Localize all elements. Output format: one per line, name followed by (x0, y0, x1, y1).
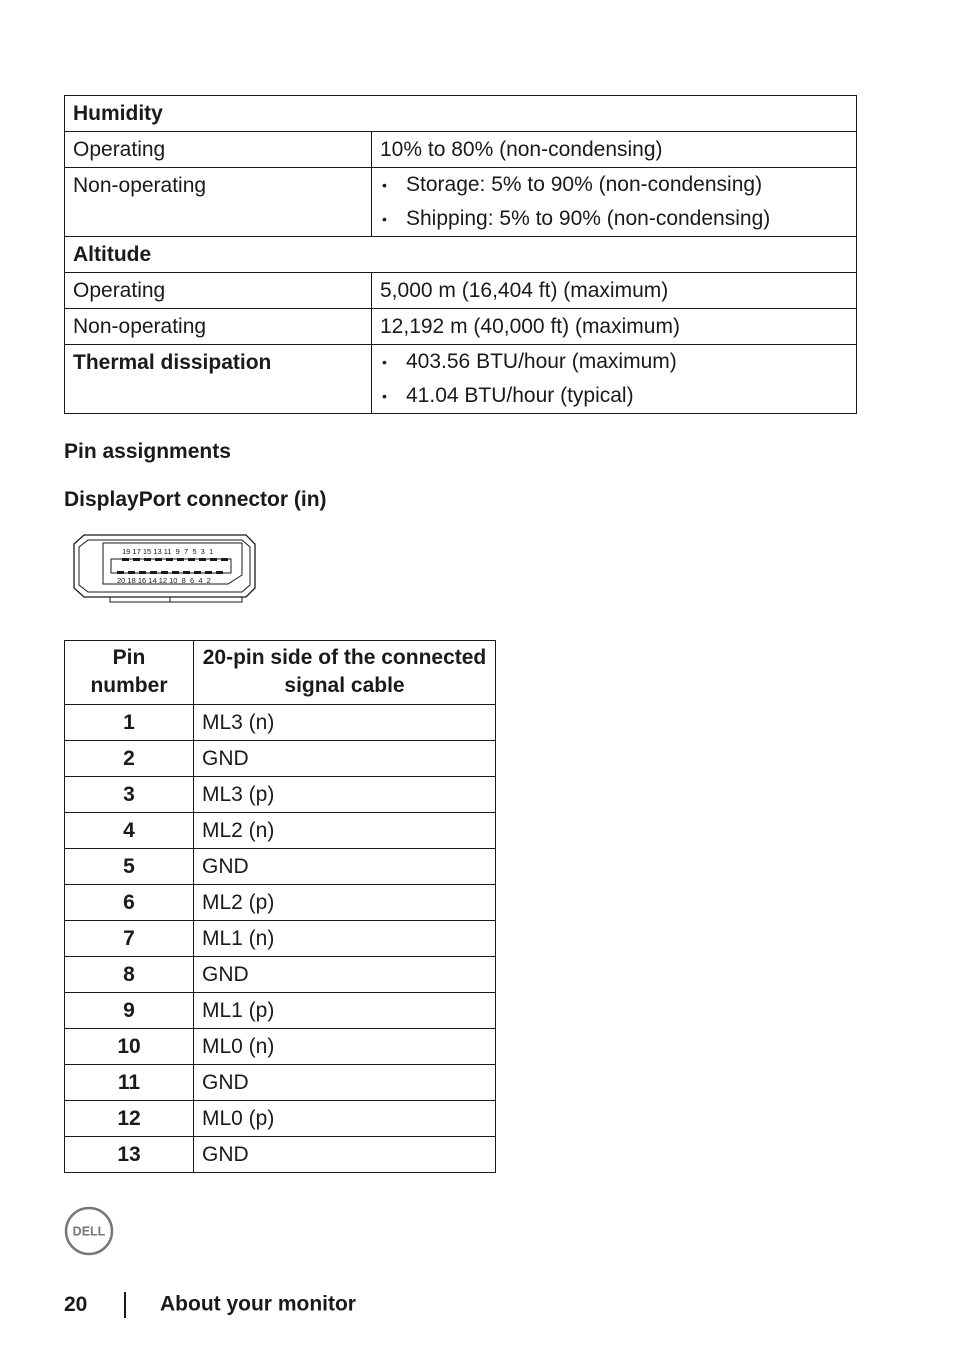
altitude-operating-label: Operating (65, 273, 372, 309)
pin-table (64, 640, 496, 1173)
altitude-operating-value: 5,000 m (16,404 ft) (maximum) (372, 273, 857, 309)
humidity-shipping: • Shipping: 5% to 90% (non-condensing) (380, 202, 848, 236)
signal-cell: ML1 (n) (194, 921, 496, 957)
altitude-nonoperating-value: 12,192 m (40,000 ft) (maximum) (372, 309, 857, 345)
page-number: 20 (64, 1292, 88, 1316)
signal-cell: GND (194, 1137, 496, 1173)
pin-number-cell: 5 (65, 849, 194, 885)
dell-logo-icon (64, 1206, 114, 1256)
table-row (65, 705, 496, 741)
table-row (65, 741, 496, 777)
signal-header: 20-pin side of the connected signal cable (194, 641, 496, 705)
signal-cell: ML2 (p) (194, 885, 496, 921)
table-row (65, 849, 496, 885)
table-row (65, 813, 496, 849)
table-row (65, 1101, 496, 1137)
table-row (65, 1065, 496, 1101)
pin-number-cell: 13 (65, 1137, 194, 1173)
humidity-nonoperating-label: Non-operating (65, 168, 372, 237)
footer-section-title: About your monitor (160, 1292, 356, 1316)
signal-cell: ML1 (p) (194, 993, 496, 1029)
footer-separator (124, 1292, 126, 1318)
thermal-value (372, 345, 857, 414)
bottom-pin-numbers: 20 18 16 14 12 10 8 6 4 2 (117, 576, 211, 585)
pin-number-header: Pin number (65, 641, 194, 705)
table-row (65, 957, 496, 993)
humidity-header: Humidity (65, 96, 857, 132)
table-row (65, 777, 496, 813)
pin-number-cell: 12 (65, 1101, 194, 1137)
humidity-storage: • Storage: 5% to 90% (non-condensing) (380, 168, 848, 202)
pin-number-cell: 9 (65, 993, 194, 1029)
humidity-operating-value: 10% to 80% (non-condensing) (372, 132, 857, 168)
altitude-header: Altitude (65, 237, 857, 273)
pin-number-cell: 10 (65, 1029, 194, 1065)
displayport-connector-diagram (70, 532, 260, 604)
pin-number-cell: 2 (65, 741, 194, 777)
signal-cell: GND (194, 741, 496, 777)
signal-cell: GND (194, 1065, 496, 1101)
pin-number-cell: 6 (65, 885, 194, 921)
signal-cell: ML2 (n) (194, 813, 496, 849)
signal-cell: ML3 (p) (194, 777, 496, 813)
humidity-operating-label: Operating (65, 132, 372, 168)
pin-number-cell: 1 (65, 705, 194, 741)
dell-logo-text: DELL (72, 1224, 106, 1239)
table-row (65, 1029, 496, 1065)
connector-heading: DisplayPort connector (in) (64, 488, 327, 511)
pin-number-cell: 8 (65, 957, 194, 993)
pin-assignments-heading: Pin assignments (64, 440, 231, 463)
pin-number-cell: 7 (65, 921, 194, 957)
pin-number-cell: 11 (65, 1065, 194, 1101)
signal-cell: GND (194, 849, 496, 885)
environment-table (64, 95, 857, 414)
pin-number-cell: 4 (65, 813, 194, 849)
table-row (65, 993, 496, 1029)
page-footer (64, 1292, 356, 1318)
signal-cell: ML0 (n) (194, 1029, 496, 1065)
signal-cell: GND (194, 957, 496, 993)
table-row (65, 885, 496, 921)
top-pin-numbers: 19 17 15 13 11 9 7 5 3 1 (122, 547, 214, 556)
signal-cell: ML3 (n) (194, 705, 496, 741)
table-row (65, 921, 496, 957)
altitude-nonoperating-label: Non-operating (65, 309, 372, 345)
thermal-maximum: • 403.56 BTU/hour (maximum) (380, 345, 848, 379)
signal-cell: ML0 (p) (194, 1101, 496, 1137)
table-row (65, 1137, 496, 1173)
thermal-typical: • 41.04 BTU/hour (typical) (380, 379, 848, 413)
pin-number-cell: 3 (65, 777, 194, 813)
thermal-header: Thermal dissipation (65, 345, 372, 414)
humidity-nonoperating-value (372, 168, 857, 237)
